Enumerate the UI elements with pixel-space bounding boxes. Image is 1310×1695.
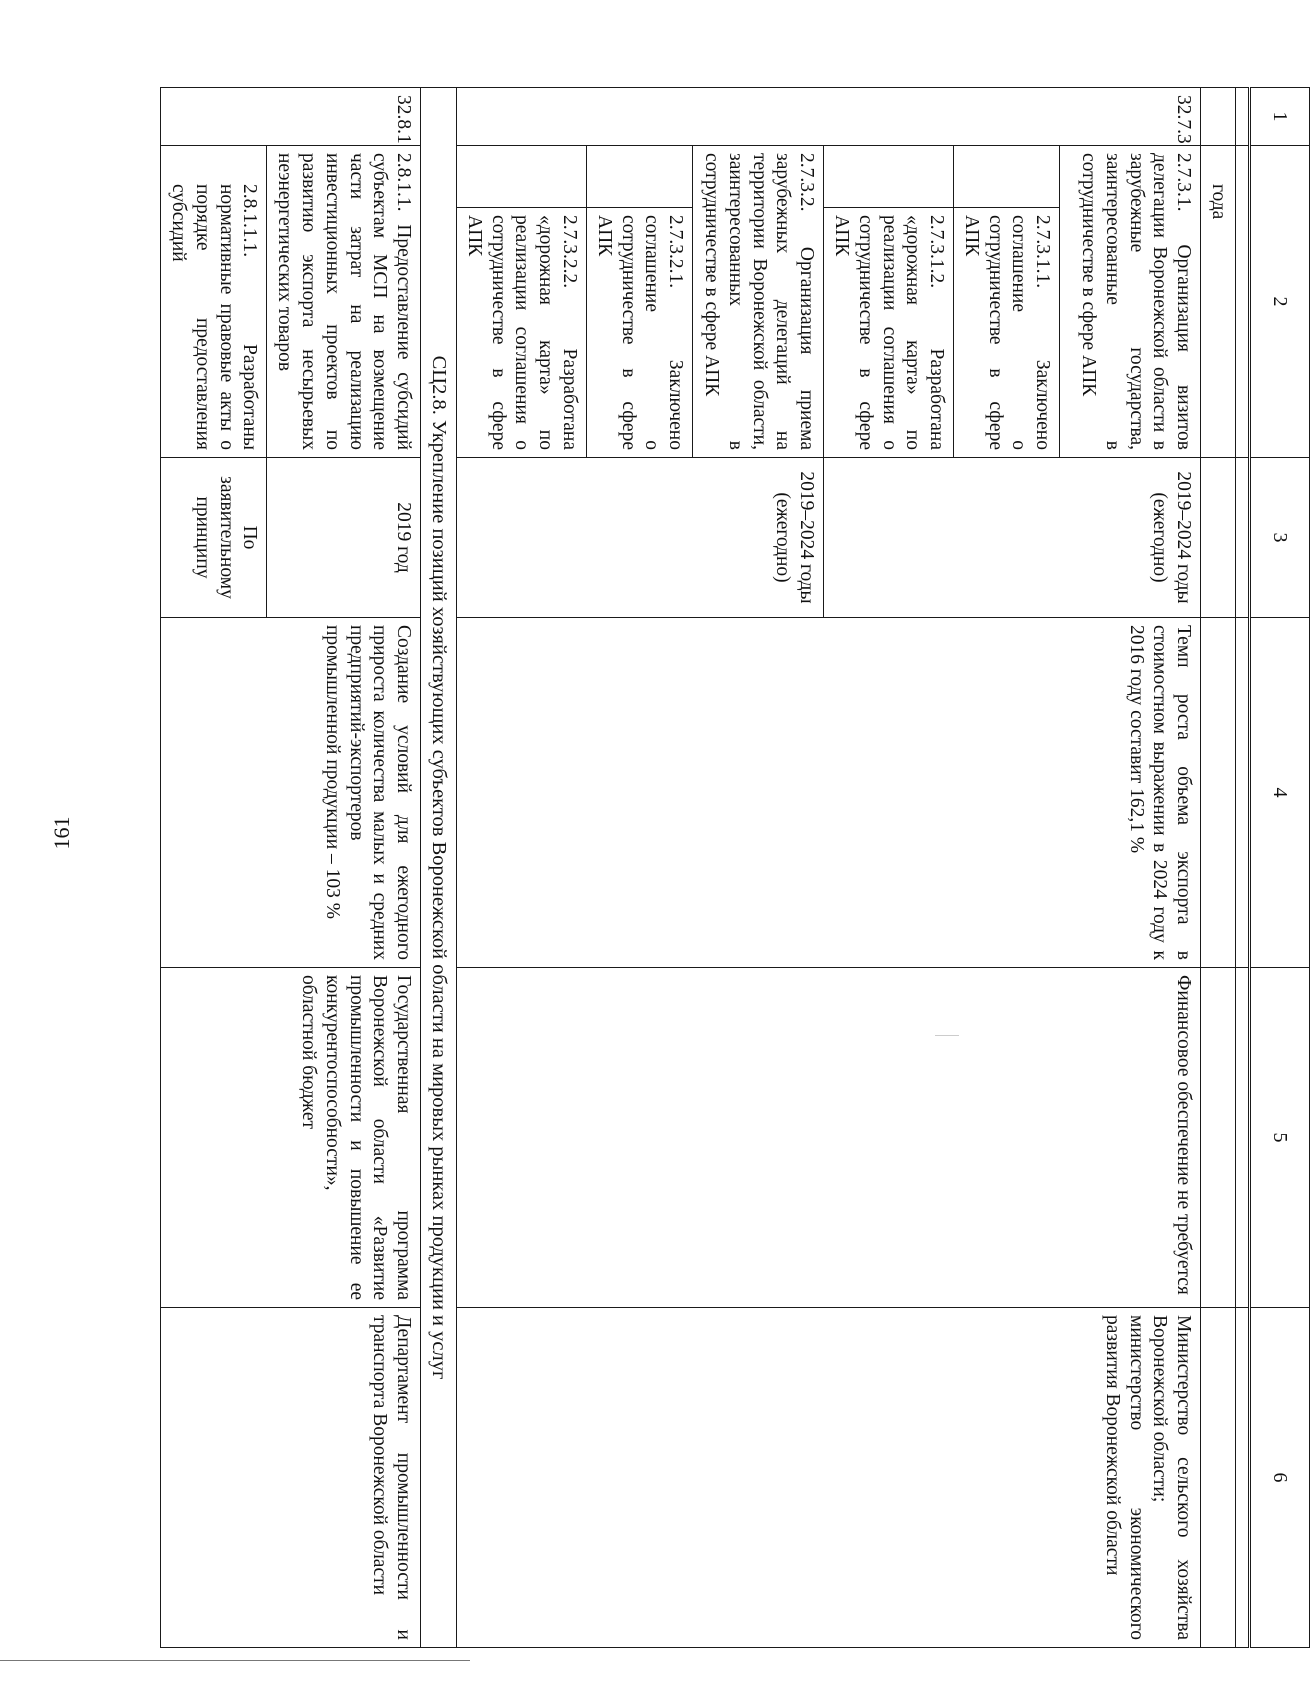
measure-funding: Финансовое обеспечение не требуется — [457, 968, 1201, 1308]
header-col-5: 5 — [1250, 968, 1310, 1308]
measure-title: 2.7.3.1. Организация визитов делегации Воронежской области в зарубежные государства, заинтересованные в сотрудничестве в сфере АПК — [1060, 146, 1201, 458]
header-col-6: 6 — [1250, 1308, 1310, 1648]
header-col-2: 2 — [1250, 146, 1310, 458]
subitem: 2.7.3.1.1. Заключено соглашение о сотрудничестве в сфере АПК — [954, 208, 1060, 458]
header-col-1: 1 — [1250, 88, 1310, 146]
measure-title-2: 2.7.3.2. Организация приема зарубежных делегаций на территории Воронежской области, заинтересованных в сотрудничестве в сфере АПК — [693, 146, 824, 458]
measure-result-2: Создание условий для ежегодного прироста количества малых и средних предприятий-экспортеров промышленной продукции – 103 % — [161, 618, 421, 968]
row-number-3281: 32.8.1 — [161, 88, 421, 146]
subitem: 2.8.1.1.1. Разработаны нормативные правовые акты о порядке предоставления субсидий — [161, 146, 267, 458]
row-number-3273: 32.7.3 — [457, 88, 1201, 146]
rotated-table-frame — [168, 87, 1310, 1647]
header-row — [1250, 88, 1310, 1648]
measure-executor-2: Департамент промышленности и транспорта Воронежской области — [161, 1308, 421, 1648]
section-row — [421, 88, 457, 1648]
measure-result: Темп роста объема экспорта в стоимостном выражении в 2024 году к 2016 году составит 162,1 % — [457, 618, 1201, 968]
scan-mark — [935, 1035, 959, 1036]
measure-period-3: 2019 год — [267, 458, 421, 618]
measure-period-2: 2019–2024 годы (ежегодно) — [457, 458, 824, 618]
bottom-rule — [0, 1660, 470, 1661]
header-col-4: 4 — [1250, 618, 1310, 968]
carryover-row — [1201, 88, 1236, 1648]
carryover-text: года — [1201, 146, 1236, 458]
table-row — [1060, 88, 1201, 1648]
measures-table — [160, 87, 1310, 1648]
subitem-period: По заявительному принципу — [161, 458, 267, 618]
subitem: 2.7.3.1.2. Разработана «дорожная карта» по реализации соглашения о сотрудничестве в сфере АПК — [824, 208, 954, 458]
header-separator-row — [1236, 88, 1250, 1648]
measure-funding-2: Государственная программа Воронежской области «Развитие промышленности и повышение ее конкурентоспособности», областной бюджет — [161, 968, 421, 1308]
subitem: 2.7.3.2.2. Разработана «дорожная карта» по реализации соглашения о сотрудничестве в сфере АПК — [457, 208, 587, 458]
measure-period: 2019–2024 годы (ежегодно) — [824, 458, 1201, 618]
header-col-3: 3 — [1250, 458, 1310, 618]
measure-title-3: 2.8.1.1. Предоставление субсидий субъектам МСП на возмещение части затрат на реализацию инвестиционных проектов по развитию экспорта несырьевых неэнергетических товаров — [267, 146, 421, 458]
page-number: 161 — [49, 816, 74, 850]
subitem: 2.7.3.2.1. Заключено соглашение о сотрудничестве в сфере АПК — [587, 208, 693, 458]
section-title: СЦ2.8. Укрепление позиций хозяйствующих субъектов Воронежской области на мировых рынках продукции и услуг — [421, 88, 457, 1648]
measure-executor: Министерство сельского хозяйства Воронежской области; министерство экономического развития Воронежской области — [457, 1308, 1201, 1648]
table-row — [267, 88, 421, 1648]
